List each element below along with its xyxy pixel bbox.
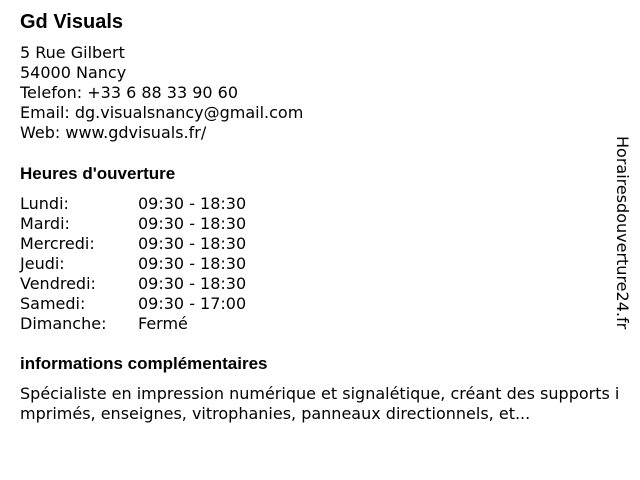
phone-number: Telefon: +33 6 88 33 90 60 <box>20 83 239 102</box>
day-label: Dimanche: <box>20 314 107 333</box>
hours-row-thursday <box>20 254 246 274</box>
day-label: Jeudi: <box>20 254 65 273</box>
hours-row-saturday <box>20 294 246 314</box>
day-label: Lundi: <box>20 194 69 213</box>
email-address: Email: dg.visualsnancy@gmail.com <box>20 103 304 122</box>
day-label: Mardi: <box>20 214 70 233</box>
hours-row-monday <box>20 194 246 214</box>
hours-row-friday <box>20 274 246 294</box>
website-url: Web: www.gdvisuals.fr/ <box>20 123 207 142</box>
additional-info-text: Spécialiste en impression numérique et signalétique, créant des supports imprimés, enseignes, vitrophanies, panneaux directionnels, et... <box>20 384 620 423</box>
time-value: 09:30 - 18:30 <box>138 274 247 293</box>
hours-row-sunday <box>20 314 246 334</box>
day-label: Vendredi: <box>20 274 96 293</box>
opening-hours-table <box>20 194 246 334</box>
opening-hours-heading: Heures d'ouverture <box>20 164 176 183</box>
hours-row-wednesday <box>20 234 246 254</box>
business-name: Gd Visuals <box>20 11 124 33</box>
day-label: Samedi: <box>20 294 86 313</box>
city-address: 54000 Nancy <box>20 63 127 82</box>
additional-info-heading: informations complémentaires <box>20 354 268 373</box>
time-value: Fermé <box>138 314 188 333</box>
contact-block <box>20 43 303 143</box>
time-value: 09:30 - 18:30 <box>138 234 247 253</box>
time-value: 09:30 - 17:00 <box>138 294 247 313</box>
street-address: 5 Rue Gilbert <box>20 43 125 62</box>
watermark-text: Horairesdouverture24.fr <box>613 136 632 330</box>
day-label: Mercredi: <box>20 234 95 253</box>
hours-row-tuesday <box>20 214 246 234</box>
time-value: 09:30 - 18:30 <box>138 214 247 233</box>
time-value: 09:30 - 18:30 <box>138 254 247 273</box>
time-value: 09:30 - 18:30 <box>138 194 247 213</box>
